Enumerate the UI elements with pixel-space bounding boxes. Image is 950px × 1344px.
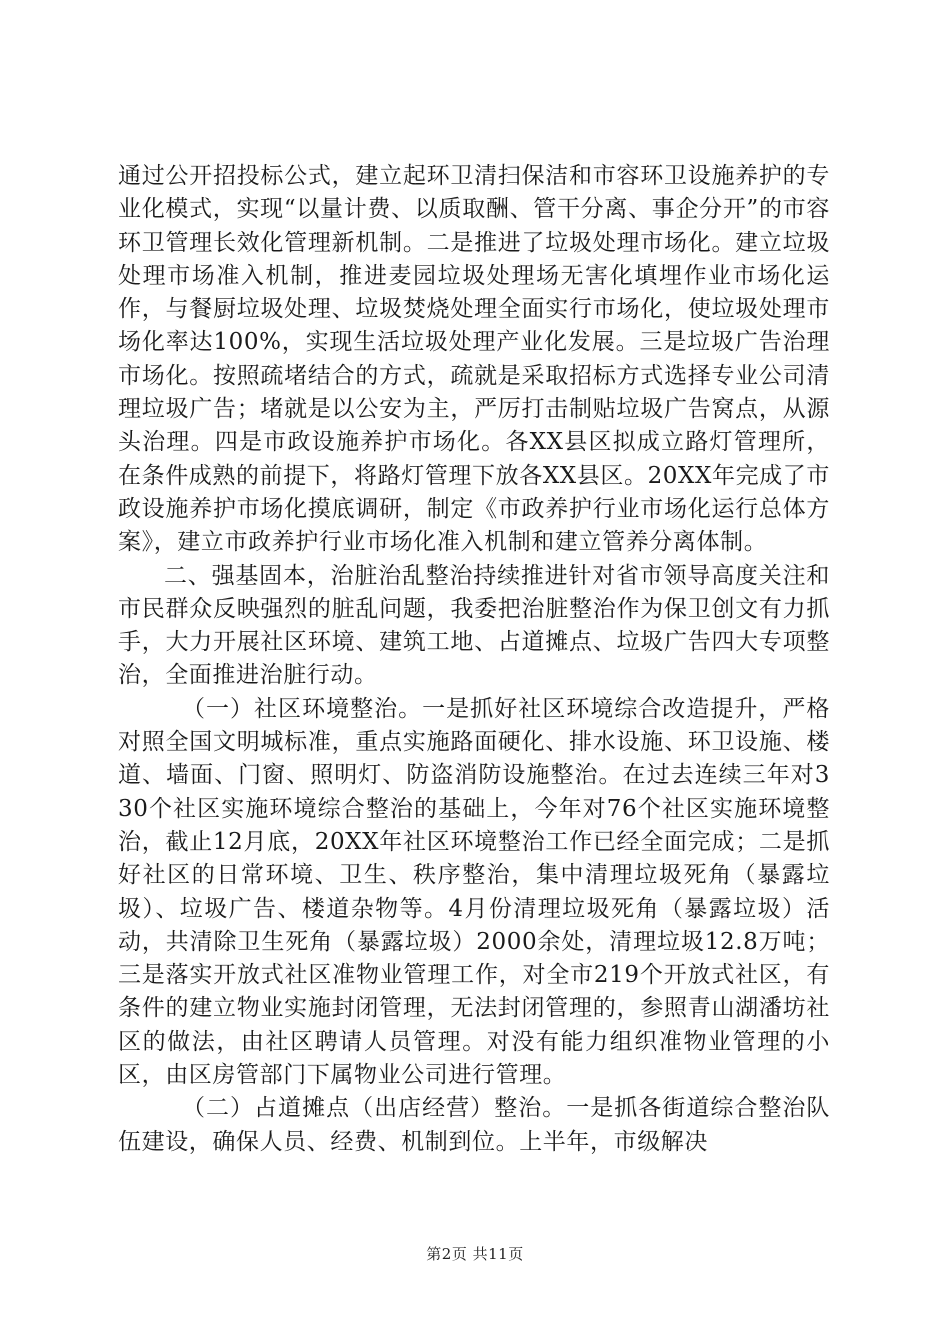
paragraph-community-environment: （一）社区环境整治。一是抓好社区环境综合改造提升，严格对照全国文明城标准，重点实施路面硬化、排水设施、环卫设施、楼道、墙面、门窗、照明灯、防盗消防设施整治。在过去连续三年对330个社区实施环境综合整治的基础上，今年对76个社区实施环境整治，截止12月底，20XX年社区环境整治工作已经全面完成；二是抓好社区的日常环境、卫生、秩序整治，集中清理垃圾死角（暴露垃圾）、垃圾广告、楼道杂物等。4月份清理垃圾死角（暴露垃圾）活动，共清除卫生死角（暴露垃圾）2000余处，清理垃圾12.8万吨；三是落实开放式社区准物业管理工作，对全市219个开放式社区，有条件的建立物业实施封闭管理，无法封闭管理的，参照青山湖潘坊社区的做法，由社区聘请人员管理。对没有能力组织准物业管理的小区，由区房管部门下属物业公司进行管理。 <box>118 695 830 1089</box>
document-body <box>118 160 830 1159</box>
paragraph-street-stalls: （二）占道摊点（出店经营）整治。一是抓各街道综合整治队伍建设，确保人员、经费、机制到位。上半年，市级解决 <box>118 1095 830 1155</box>
paragraph-market-reform: 通过公开招投标公式，建立起环卫清扫保洁和市容环卫设施养护的专业化模式，实现“以量计费、以质取酬、管干分离、事企分开”的市容环卫管理长效化管理新机制。二是推进了垃圾处理市场化。建立垃圾处理市场准入机制，推进麦园垃圾处理场无害化填埋作业市场化运作，与餐厨垃圾处理、垃圾焚烧处理全面实行市场化，使垃圾处理市场化率达100%，实现生活垃圾处理产业化发展。三是垃圾广告治理市场化。按照疏堵结合的方式，疏就是采取招标方式选择专业公司清理垃圾广告；堵就是以公安为主，严厉打击制贴垃圾广告窝点，从源头治理。四是市政设施养护市场化。各XX县区拟成立路灯管理所，在条件成熟的前提下，将路灯管理下放各XX县区。20XX年完成了市政设施养护市场化摸底调研，制定《市政养护行业市场化运行总体方案》，建立市政养护行业市场化准入机制和建立管养分离体制。 <box>118 163 830 556</box>
page-number-label: 第2页 共11页 <box>426 1245 524 1263</box>
page-footer <box>0 1243 950 1264</box>
paragraph-section-two: 二、强基固本，治脏治乱整治持续推进针对省市领导高度关注和市民群众反映强烈的脏乱问题，我委把治脏整治作为保卫创文有力抓手，大力开展社区环境、建筑工地、占道摊点、垃圾广告四大专项整治，全面推进治脏行动。 <box>118 562 830 689</box>
